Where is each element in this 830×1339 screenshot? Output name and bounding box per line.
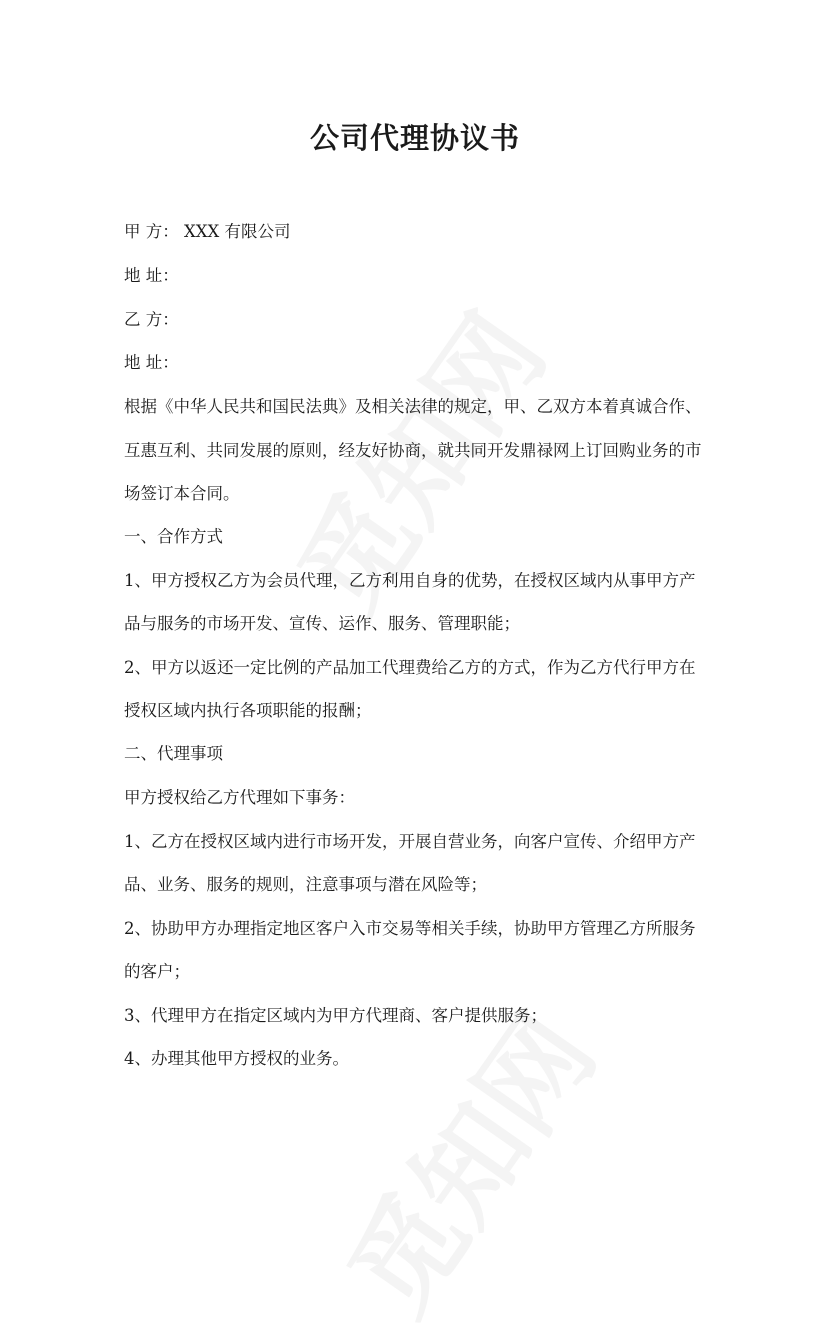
paragraph-line: 互惠互利、共同发展的原则，经友好协商，就共同开发鼎禄网上订回购业务的市	[124, 441, 702, 460]
paragraph-line: 品、业务、服务的规则，注意事项与潜在风险等；	[124, 875, 487, 894]
paragraph-line: 的客户；	[124, 962, 190, 981]
paragraph-line: 品与服务的市场开发、宣传、运作、服务、管理职能；	[124, 614, 520, 633]
paragraph-line: 3、代理甲方在指定区域内为甲方代理商、客户提供服务；	[124, 1006, 547, 1025]
paragraph-line: 甲方授权给乙方代理如下事务：	[124, 788, 355, 807]
paragraph-line: 根据《中华人民共和国民法典》及相关法律的规定，甲、乙双方本着真诚合作、	[124, 397, 702, 416]
paragraph-line: 一、合作方式	[124, 527, 223, 546]
paragraph-line: 授权区域内执行各项职能的报酬；	[124, 701, 372, 720]
document-title: 公司代理协议书	[309, 121, 520, 155]
paragraph-line: 4、办理其他甲方授权的业务。	[124, 1049, 349, 1068]
paragraph-line: 场签订本合同。	[124, 484, 240, 503]
paragraph-line: 地 址：	[124, 353, 179, 372]
paragraph-line: 2、协助甲方办理指定地区客户入市交易等相关手续，协助甲方管理乙方所服务	[124, 919, 696, 938]
paragraph-line: 1、乙方在授权区域内进行市场开发，开展自营业务，向客户宣传、介绍甲方产	[124, 832, 696, 851]
paragraph-line: 2、甲方以返还一定比例的产品加工代理费给乙方的方式，作为乙方代行甲方在	[124, 658, 696, 677]
paragraph-line: 1、甲方授权乙方为会员代理，乙方利用自身的优势，在授权区域内从事甲方产	[124, 571, 696, 590]
paragraph-line: 二、代理事项	[124, 744, 223, 763]
watermark	[306, 979, 625, 1339]
paragraph-line: 甲 方： XXX 有限公司	[124, 222, 291, 241]
paragraph-line: 乙 方：	[124, 310, 179, 329]
paragraph-line: 地 址：	[124, 266, 179, 285]
